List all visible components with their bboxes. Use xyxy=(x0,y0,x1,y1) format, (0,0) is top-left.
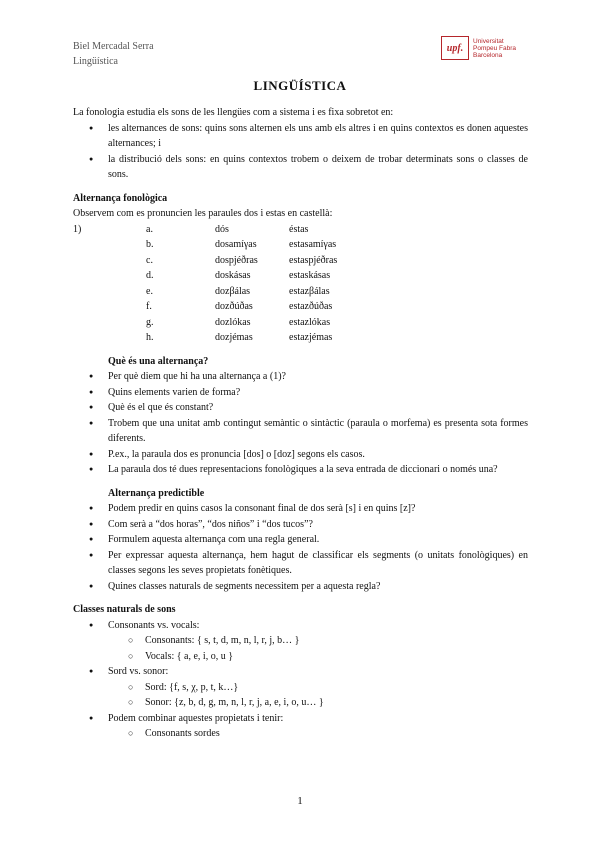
section-heading-alternanca: Alternança fonològica xyxy=(73,192,168,204)
logo-line-2: Pompeu Fabra xyxy=(473,44,516,52)
example-word-estas: estaskásas xyxy=(289,270,331,281)
example-word-estas: estaspjéðras xyxy=(289,254,338,266)
list-item: ● Consonants vs. vocals: xyxy=(73,618,528,634)
example-letter: c. xyxy=(146,254,153,266)
example-word-dos: dozβálas xyxy=(215,285,251,297)
intro-list xyxy=(73,121,528,183)
example-word-dos: dós xyxy=(215,223,229,235)
logo-line-3: Barcelona xyxy=(473,51,503,59)
example-word-dos: dozlókas xyxy=(215,316,251,328)
example-word-dos: dozjémas xyxy=(215,332,253,343)
section-heading-que-es: Què és una alternança? xyxy=(108,355,209,367)
que-es-list xyxy=(73,369,528,478)
example-row xyxy=(73,284,528,300)
classes-list xyxy=(73,711,528,727)
example-word-estas: estazjémas xyxy=(289,332,333,343)
list-item: ● Formulem aquesta alternança com una regla general. xyxy=(73,532,528,548)
list-item: ● Quines classes naturals de segments necessitem per a aquesta regla? xyxy=(73,579,528,595)
section-heading-classes: Classes naturals de sons xyxy=(73,604,176,615)
logo-text xyxy=(473,38,516,59)
example-row xyxy=(73,315,528,331)
alternanca-text: Observem com es pronuncien les paraules dos i estas en castellà: xyxy=(73,208,333,219)
list-item: ● la distribució dels sons: en quins contextos trobem o deixem de trobar determinats sons o classes de sons. xyxy=(73,152,528,183)
example-letter: f. xyxy=(146,301,152,312)
logo-mark: upf. xyxy=(441,36,469,60)
list-item: ● P.ex., la paraula dos es pronuncia [dos] o [doz] segons els casos. xyxy=(73,447,528,463)
example-word-dos: dozðúðas xyxy=(215,301,253,312)
classes-list xyxy=(73,618,528,634)
sub-list-item: ○ Vocals: { a, e, i, o, u } xyxy=(73,649,528,665)
list-item: ● Podem combinar aquestes propietats i tenir: xyxy=(73,711,528,727)
example-letter: b. xyxy=(146,239,154,250)
list-item: ● Què és el que és constant? xyxy=(73,400,528,416)
classes-sublist xyxy=(73,633,528,664)
page-title: LINGÜÍSTICA xyxy=(253,78,347,93)
example-word-estas: estasamíγas xyxy=(289,239,337,250)
sub-list-item: ○ Consonants: { s, t, d, m, n, l, r, j, b… } xyxy=(73,633,528,649)
sub-list-item: ○ Consonants sordes xyxy=(73,726,528,742)
list-item: ● Quins elements varien de forma? xyxy=(73,385,528,401)
example-row xyxy=(73,268,528,284)
example-word-estas: éstas xyxy=(289,223,309,235)
logo-line-1: Universitat xyxy=(473,37,504,45)
example-number: 1) xyxy=(73,223,82,235)
predictible-list xyxy=(73,501,528,594)
example-row xyxy=(73,299,528,315)
intro-text: La fonologia estudia els sons de les llengües com a sistema i es fixa sobretot en: xyxy=(73,107,394,118)
example-word-estas: estazlókas xyxy=(289,316,331,328)
classes-sublist xyxy=(73,680,528,711)
classes-sublist xyxy=(73,726,528,742)
page-header xyxy=(73,39,154,69)
example-letter: h. xyxy=(146,332,154,343)
example-letter: e. xyxy=(146,285,153,297)
university-logo xyxy=(441,33,531,63)
example-table xyxy=(73,222,528,346)
example-letter: g. xyxy=(146,316,154,328)
document-body xyxy=(73,105,528,742)
sub-list-item: ○ Sord: {f, s, χ, p, t, k…} xyxy=(73,680,528,696)
example-letter: d. xyxy=(146,270,154,281)
section-heading-predictible: Alternança predictible xyxy=(108,487,205,499)
list-item: ● La paraula dos té dues representacions fonològiques a la seva entrada de diccionari o només una? xyxy=(73,462,528,478)
list-item: ● les alternances de sons: quins sons alternen els uns amb els altres i en quins contextos es donen aquestes alternances; i xyxy=(73,121,528,152)
example-word-estas: estazβálas xyxy=(289,285,330,297)
example-row xyxy=(73,330,528,346)
list-item: ● Podem predir en quins casos la consonant final de dos serà [s] i en quins [z]? xyxy=(73,501,528,517)
example-word-estas: estazðúðas xyxy=(289,301,333,312)
header-subject: Lingüística xyxy=(73,56,118,67)
example-row xyxy=(73,253,528,269)
example-word-dos: dospjéðras xyxy=(215,254,258,266)
example-row xyxy=(73,222,528,238)
example-word-dos: doskásas xyxy=(215,270,251,281)
page-number: 1 xyxy=(297,795,303,807)
list-item: ● Com serà a “dos horas”, “dos niños” i “dos tucos”? xyxy=(73,517,528,533)
example-row xyxy=(73,237,528,253)
header-author: Biel Mercadal Serra xyxy=(73,41,154,52)
list-item: ● Sord vs. sonor: xyxy=(73,664,528,680)
list-item: ● Trobem que una unitat amb contingut semàntic o sintàctic (paraula o morfema) es presenta sota formes diferents. xyxy=(73,416,528,447)
list-item: ● Per expressar aquesta alternança, hem hagut de classificar els segments (o unitats fonològiques) en classes segons les seves propietats fonètiques. xyxy=(73,548,528,579)
example-word-dos: dosamíγas xyxy=(215,239,257,250)
example-letter: a. xyxy=(146,223,153,235)
sub-list-item: ○ Sonor: {z, b, d, g, m, n, l, r, j, a, e, i, o, u… } xyxy=(73,695,528,711)
classes-list xyxy=(73,664,528,680)
list-item: ● Per què diem que hi ha una alternança a (1)? xyxy=(73,369,528,385)
